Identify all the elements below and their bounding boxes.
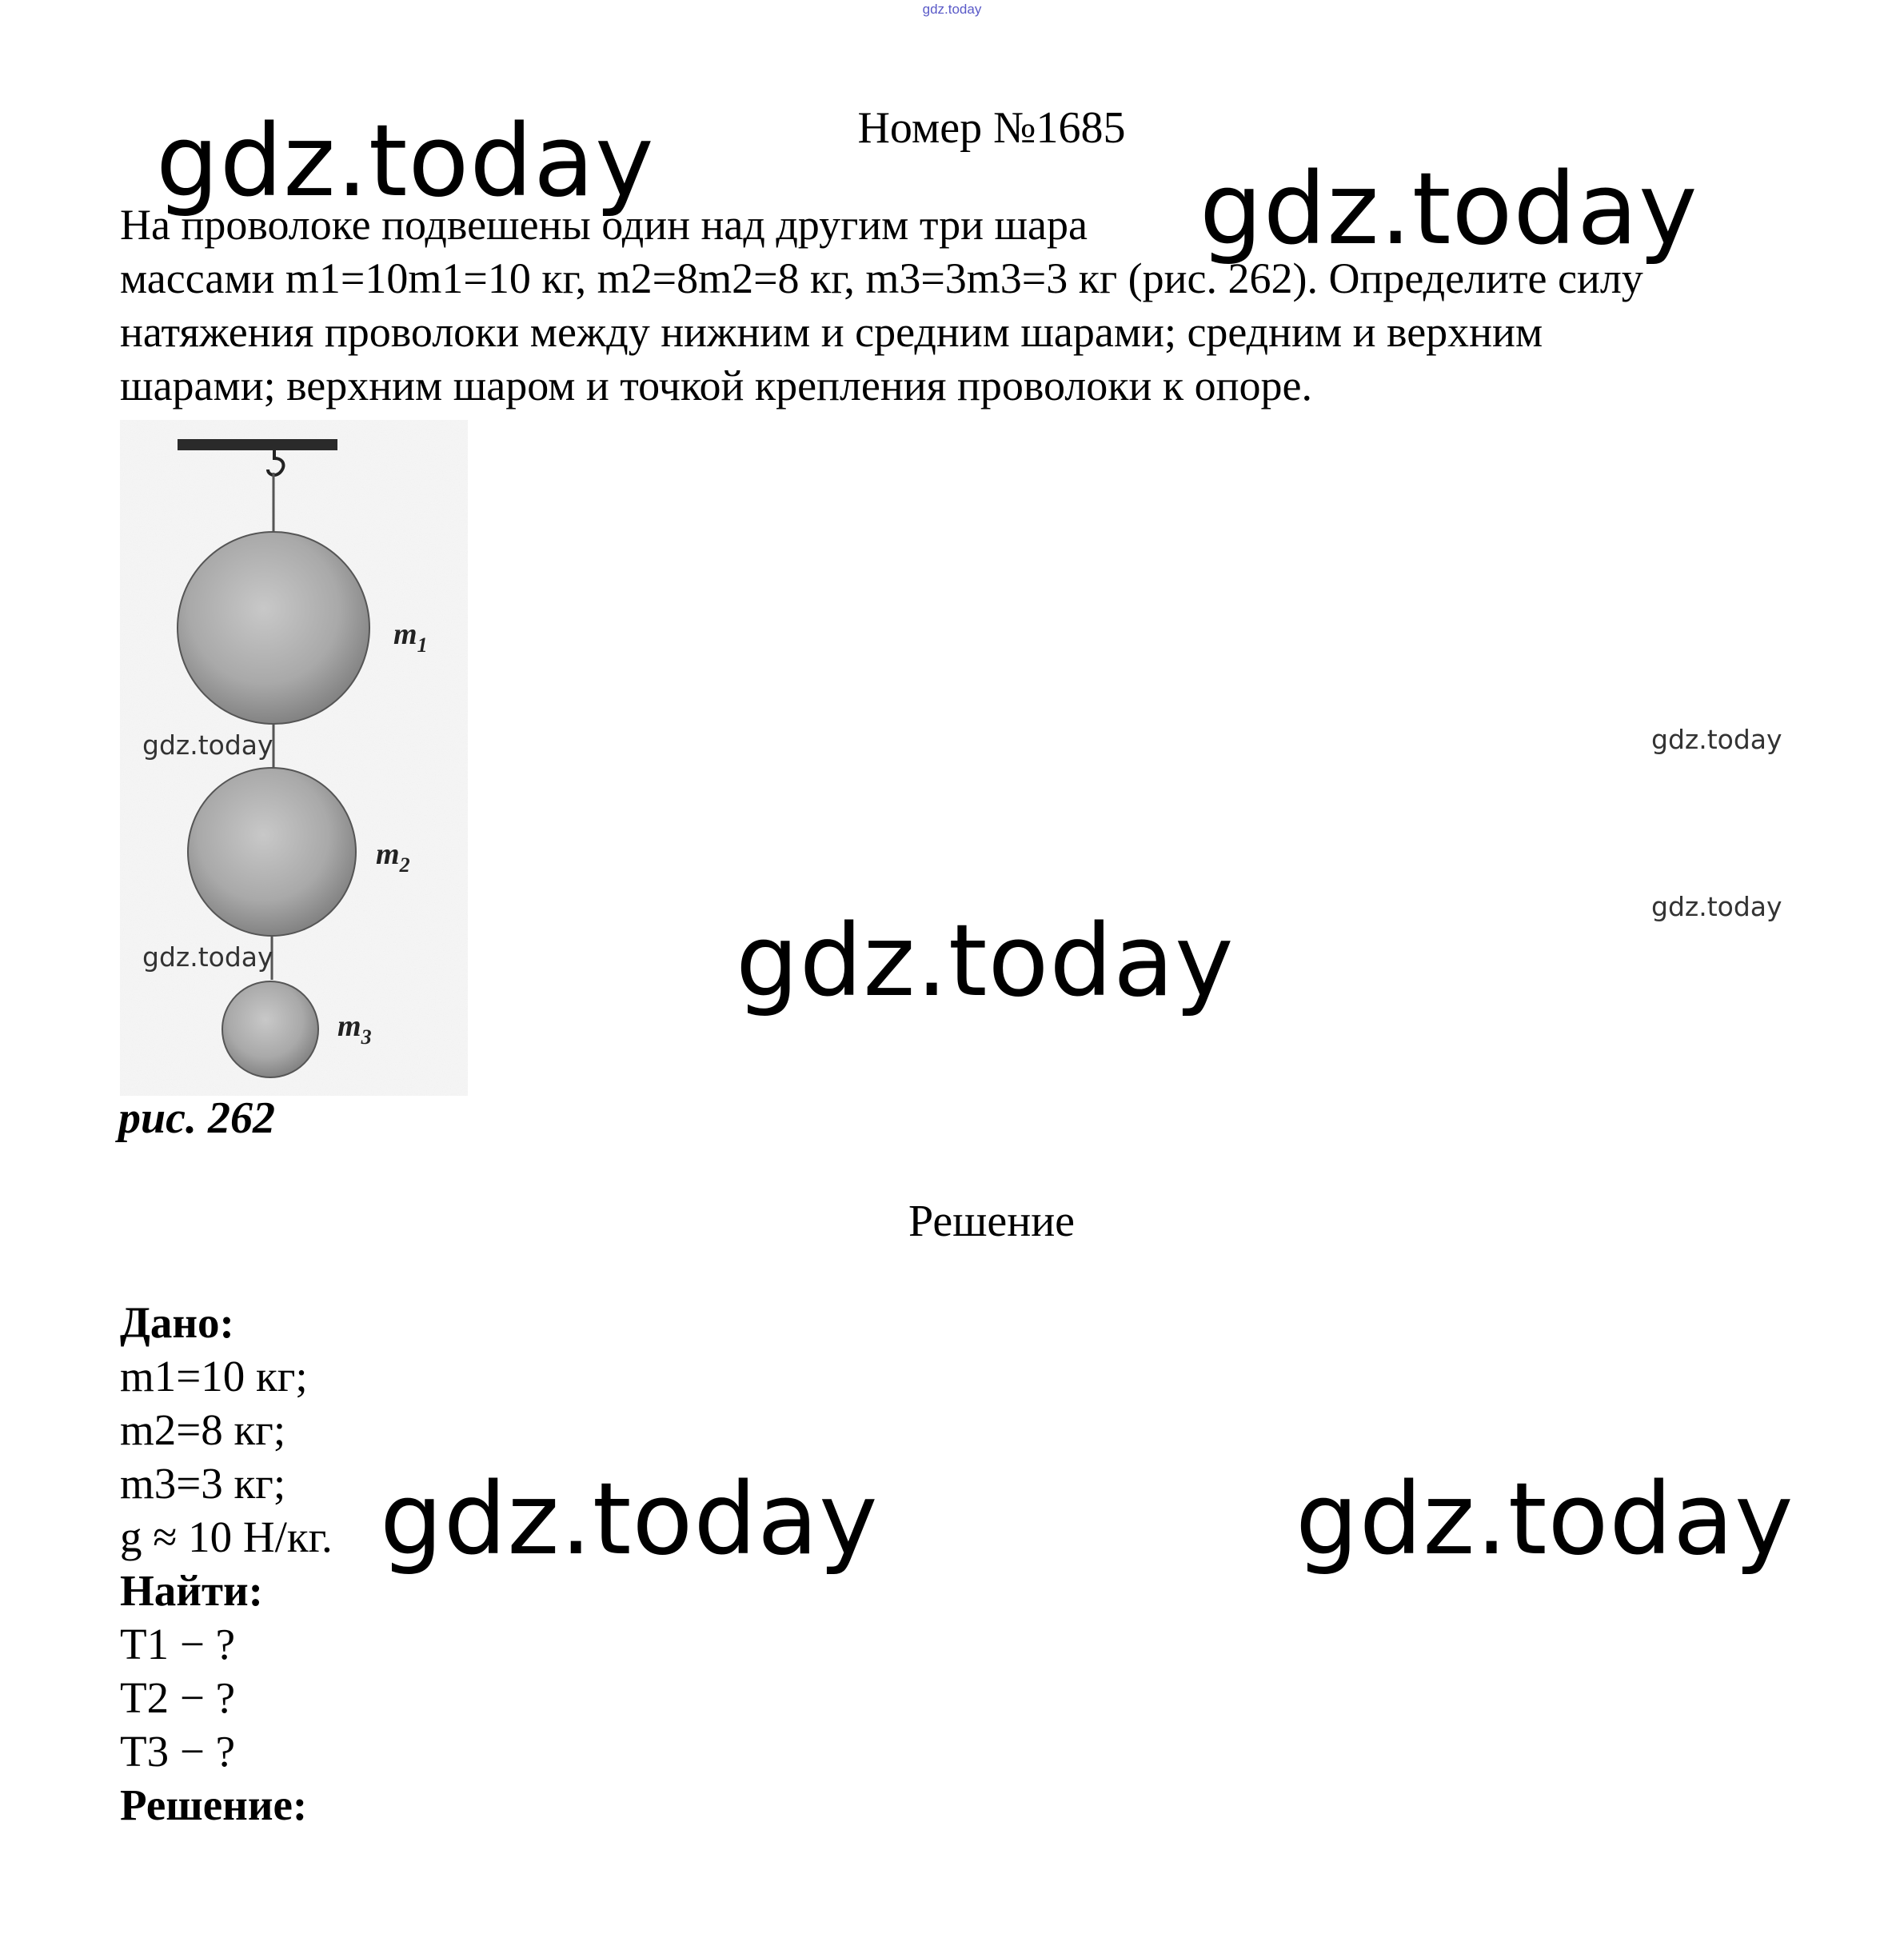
given-item: g ≈ 10 Н/кг. <box>120 1512 333 1561</box>
watermark: gdz.today <box>1295 1462 1794 1577</box>
label-m3: $m_3$ <box>337 1009 372 1049</box>
watermark: gdz.today <box>156 104 655 219</box>
watermark: gdz.today <box>142 941 273 973</box>
watermark: gdz.today <box>1651 891 1782 922</box>
ball-m2 <box>188 768 356 936</box>
solution-label: Решение: <box>120 1780 308 1829</box>
given-item: m2=8 кг; <box>120 1405 286 1454</box>
find-heading: Найти: <box>120 1566 263 1615</box>
ball-m1 <box>178 532 369 724</box>
solution-heading: Решение <box>908 1197 1076 1246</box>
given-item: m3=3 кг; <box>120 1459 286 1508</box>
site-mark: gdz.today <box>922 2 982 17</box>
problem-line: натяжения проволоки между нижним и средним шарами; средним и верхним <box>120 308 1543 356</box>
given-heading: Дано: <box>120 1298 234 1347</box>
support-bar <box>178 439 337 450</box>
given-item: m1=10 кг; <box>120 1352 308 1401</box>
label-m1: $m_1$ <box>393 617 428 657</box>
watermark: gdz.today <box>380 1462 879 1577</box>
figure-caption: рис. 262 <box>118 1093 275 1143</box>
problem-line: На проволоке подвешены один над другим три шара <box>120 201 1088 249</box>
problem-line: шарами; верхним шаром и точкой крепления проволоки к опоре. <box>120 362 1312 410</box>
find-item: T2 − ? <box>120 1673 236 1722</box>
watermark: gdz.today <box>1651 724 1782 755</box>
find-item: T3 − ? <box>120 1727 236 1776</box>
page-title: Номер №1685 <box>857 103 1126 153</box>
watermark: gdz.today <box>736 904 1235 1019</box>
given-block <box>120 1296 333 1832</box>
label-m2: $m_2$ <box>376 837 410 877</box>
ball-m3 <box>222 981 318 1077</box>
watermark: gdz.today <box>1199 152 1698 267</box>
problem-line: массами m1=10m1=10 кг, m2=8m2=8 кг, m3=3m3=3 кг (рис. 262). Определите силу <box>120 254 1643 302</box>
find-item: T1 − ? <box>120 1620 236 1668</box>
watermark: gdz.today <box>142 729 273 761</box>
